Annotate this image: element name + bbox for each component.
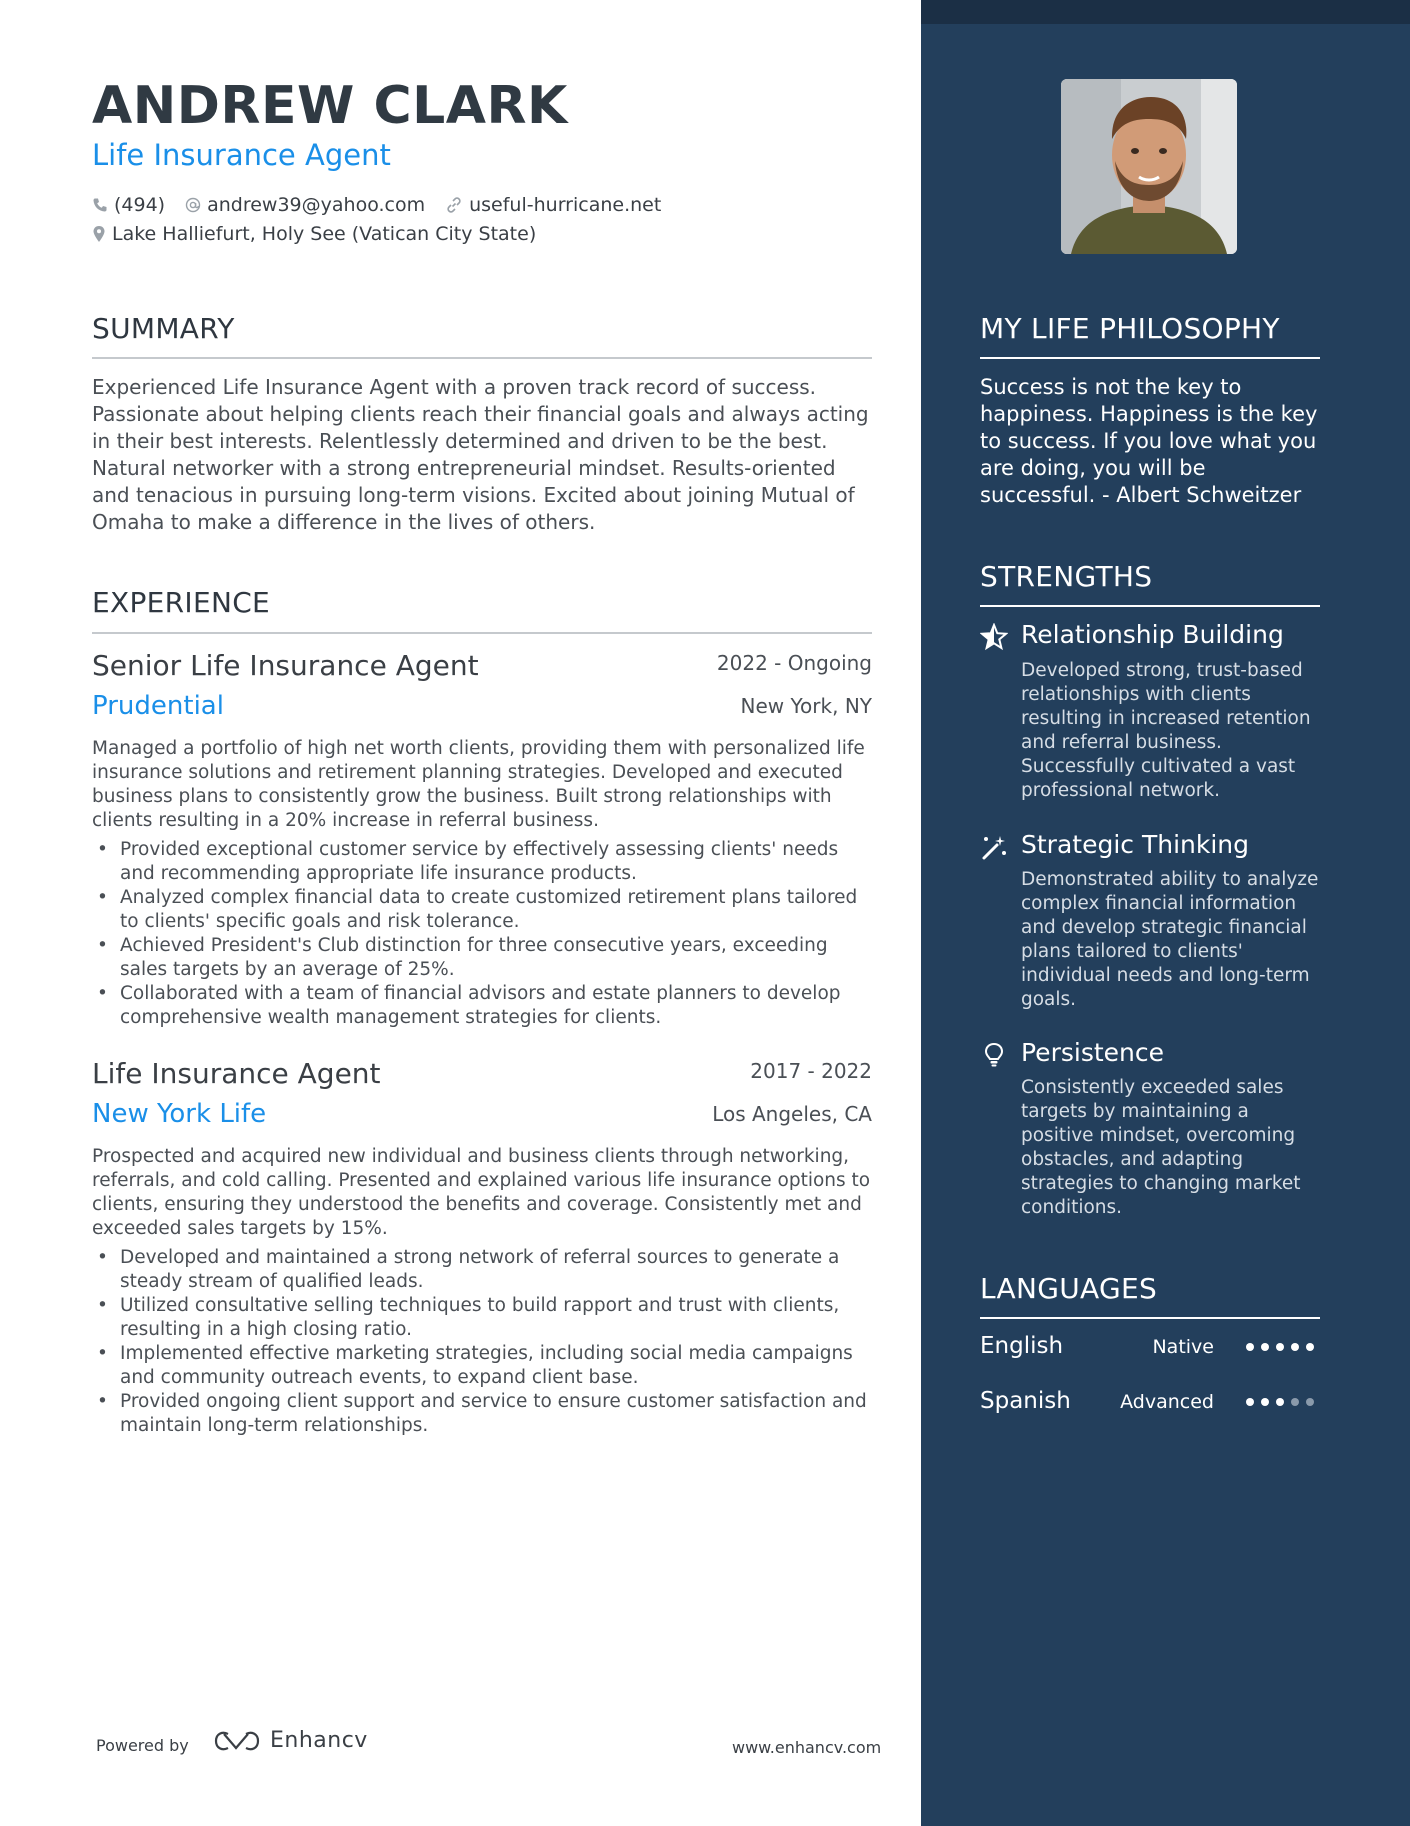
- rating-dot-filled: [1246, 1343, 1254, 1351]
- experience-title: EXPERIENCE: [92, 586, 271, 619]
- candidate-role: Life Insurance Agent: [92, 138, 391, 172]
- location-text: Lake Halliefurt, Holy See (Vatican City State): [112, 223, 537, 245]
- strength-title: Persistence: [1021, 1038, 1164, 1067]
- languages-divider: [980, 1317, 1320, 1319]
- powered-by-label: Powered by: [96, 1736, 189, 1755]
- sidebar-top-band: [921, 0, 1410, 24]
- philosophy-title: MY LIFE PHILOSOPHY: [980, 312, 1280, 345]
- job-bullets: [92, 1246, 872, 1438]
- job-title: Life Insurance Agent: [92, 1057, 381, 1090]
- summary-text: Experienced Life Insurance Agent with a proven track record of success. Passionate about helping clients reach their financial goals and always acting in their best interests. Relentlessly determined and driven to be the best. Natural networker with a strong entrepreneurial mindset. Results-oriented and tenacious in pursuing long-term visions. Excited about joining Mutual of Omaha to make a difference in the lives of others.: [92, 375, 869, 534]
- language-rating: [1246, 1343, 1321, 1351]
- language-level: Advanced: [1120, 1391, 1214, 1413]
- list-item: • Provided ongoing client support and service to ensure customer satisfaction and maintain long-term relationships.: [92, 1390, 872, 1438]
- strength-description: Developed strong, trust-based relationships with clients resulting in increased retention and referral business. Successfully cultivated a vast professional network.: [1021, 660, 1311, 801]
- language-name: English: [980, 1333, 1064, 1359]
- rating-dot-filled: [1276, 1343, 1284, 1351]
- portrait-image: [1061, 79, 1237, 254]
- job-location: New York, NY: [740, 694, 872, 718]
- wand-icon: [980, 833, 1008, 861]
- link-icon: [445, 196, 463, 214]
- rating-dot-filled: [1276, 1398, 1284, 1406]
- footer-url[interactable]: www.enhancv.com: [732, 1738, 882, 1757]
- list-item: • Provided exceptional customer service by effectively assessing clients' needs and recommending appropriate life insurance products.: [92, 838, 872, 886]
- strength-description: Consistently exceeded sales targets by maintaining a positive mindset, overcoming obstacles, and adapting strategies to changing market conditions.: [1021, 1077, 1301, 1218]
- lightbulb-icon: [980, 1041, 1008, 1069]
- job-description: Prospected and acquired new individual and business clients through networking, referrals, and cold calling. Presented and explained various life insurance options to clients, ensuring they understood the benefits and coverage. Consistently met and exceeded sales targets by 15%.: [92, 1146, 871, 1239]
- contact-phone: [92, 194, 165, 216]
- list-item: • Developed and maintained a strong network of referral sources to generate a steady stream of qualified leads.: [92, 1246, 872, 1294]
- location-pin-icon: [92, 225, 106, 243]
- language-level: Native: [1152, 1336, 1214, 1358]
- language-name: Spanish: [980, 1388, 1071, 1414]
- rating-dot-empty: [1291, 1398, 1299, 1406]
- rating-dot-filled: [1306, 1343, 1314, 1351]
- job-location: Los Angeles, CA: [712, 1102, 872, 1126]
- list-item: • Collaborated with a team of financial advisors and estate planners to develop comprehensive wealth management strategies for clients.: [92, 982, 872, 1030]
- philosophy-text: Success is not the key to happiness. Happiness is the key to success. If you love what you are doing, you will be successful. - Albert Schweitzer: [980, 375, 1318, 507]
- contact-location: [92, 223, 556, 245]
- rating-dot-filled: [1261, 1398, 1269, 1406]
- rating-dot-empty: [1306, 1398, 1314, 1406]
- list-item: • Analyzed complex financial data to create customized retirement plans tailored to clients' specific goals and risk tolerance.: [92, 886, 872, 934]
- rating-dot-filled: [1246, 1398, 1254, 1406]
- contact-email[interactable]: [185, 194, 425, 216]
- enhancv-logo-icon: [214, 1730, 260, 1752]
- job-bullets: [92, 838, 872, 1030]
- website-text[interactable]: useful-hurricane.net: [469, 194, 662, 216]
- list-item: • Utilized consultative selling techniques to build rapport and trust with clients, resulting in a high closing ratio.: [92, 1294, 872, 1342]
- sidebar: [921, 0, 1410, 1826]
- job-title: Senior Life Insurance Agent: [92, 649, 479, 682]
- at-icon: [185, 197, 201, 213]
- contact-row: [92, 194, 681, 216]
- strength-description: Demonstrated ability to analyze complex financial information and develop strategic financial plans tailored to clients' individual needs and long-term goals.: [1021, 869, 1319, 1010]
- language-rating: [1246, 1398, 1321, 1406]
- phone-text: (494): [114, 194, 166, 216]
- summary-divider: [92, 357, 872, 359]
- star-icon: [980, 623, 1008, 651]
- list-item: • Implemented effective marketing strategies, including social media campaigns and community outreach events, to expand client base.: [92, 1342, 872, 1390]
- experience-divider: [92, 632, 872, 634]
- job-dates: 2017 - 2022: [750, 1059, 872, 1083]
- strength-title: Strategic Thinking: [1021, 830, 1250, 859]
- candidate-name: ANDREW CLARK: [92, 76, 568, 136]
- rating-dot-filled: [1261, 1343, 1269, 1351]
- phone-icon: [92, 197, 108, 213]
- strength-title: Relationship Building: [1021, 620, 1284, 649]
- email-text[interactable]: andrew39@yahoo.com: [207, 194, 426, 216]
- languages-title: LANGUAGES: [980, 1272, 1158, 1305]
- job-company: New York Life: [92, 1099, 267, 1129]
- job-company: Prudential: [92, 691, 224, 721]
- philosophy-divider: [980, 357, 1320, 359]
- job-description: Managed a portfolio of high net worth clients, providing them with personalized life insurance solutions and retirement planning strategies. Developed and executed business plans to consistently grow the business. Built strong relationships with clients resulting in a 20% increase in referral business.: [92, 738, 865, 831]
- avatar: [1061, 79, 1237, 254]
- list-item: • Achieved President's Club distinction for three consecutive years, exceeding sales targets by an average of 25%.: [92, 934, 872, 982]
- location-item: [92, 223, 536, 245]
- rating-dot-filled: [1291, 1343, 1299, 1351]
- strengths-title: STRENGTHS: [980, 560, 1153, 593]
- summary-title: SUMMARY: [92, 312, 235, 345]
- job-dates: 2022 - Ongoing: [716, 651, 872, 675]
- strengths-divider: [980, 605, 1320, 607]
- enhancv-logo[interactable]: [214, 1728, 368, 1753]
- contact-website[interactable]: [445, 194, 661, 216]
- enhancv-brand: Enhancv: [270, 1728, 368, 1753]
